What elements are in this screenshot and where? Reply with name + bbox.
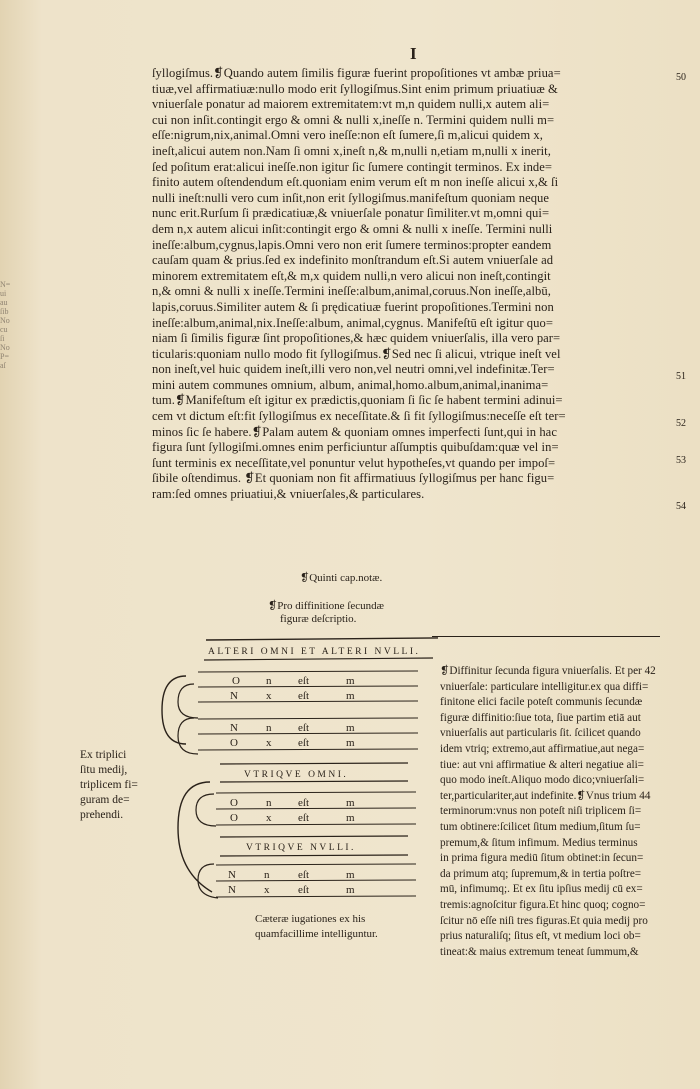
margin-note-line: triplicem fi= — [80, 779, 138, 791]
footnote-line: quamfacillime intelliguntur. — [255, 928, 378, 940]
text-line: dem n,x autem alicui inſit:contingit ergo & omni & nulli x ineſſe. Termini nulli — [152, 221, 553, 236]
margin-note — [80, 748, 150, 823]
text-line: eſſe:nigrum,nix,animal.Omni vero ineſſe:non eſt ſumere,ſi m,alicui quidem x, — [152, 128, 543, 143]
text-line: tum.❡Manifeſtum eſt igitur ex prædictis,quoniam ſi ſic ſe habent termini adinui= — [152, 393, 563, 408]
text-line: cauſam quam & prius.ſed ex indefinito monſtrandum eſt.Si autem vniuerſale ad — [152, 253, 554, 268]
bleed-fragment: ui — [0, 289, 7, 298]
commentary-line: finitone elici facile poteſt communis ſecundæ — [440, 696, 643, 709]
text-line: ſyllogiſmus.❡Quando autem ſimilis figuræ fuerint propoſitiones vt ambæ priua= — [152, 66, 561, 80]
row-copula: eſt — [298, 884, 309, 896]
row-copula: eſt — [298, 675, 309, 687]
bleed-fragment: N= — [0, 280, 11, 289]
commentary-line: vniuerſalis aut particularis ſit. ſcilicet quando — [440, 727, 641, 740]
diagram-header: VTRIQVE OMNI. — [244, 770, 349, 780]
row-middle: m — [346, 869, 355, 881]
text-line: tiuæ,vel affirmatiuæ:nullo modo erit ſyllogiſmus.Sint enim primum priuatiuæ & — [152, 81, 558, 96]
row-middle: m — [346, 737, 355, 749]
text-line: niam ſi ſimilis figuræ ſint propoſitiones,& hæc quidem vniuerſalis, illa vero par= — [152, 331, 561, 346]
row-term: x — [264, 884, 270, 896]
text-line: mini autem communes omnium, album, animal,homo.album,animal,inanima= — [152, 377, 549, 392]
row-term: n — [266, 722, 272, 734]
commentary-line: ❡Diffinitur ſecunda figura vniuerſalis. Et per 42 — [440, 665, 656, 677]
margin-note-line: Ex triplici — [80, 749, 127, 761]
text-line: non ineſt,vel huic quidem ineſt,illi vero non,vel neutri omni,vel indefinitæ.Ter= — [152, 362, 555, 377]
diagram-header: ALTERI OMNI ET ALTERI NVLLI. — [208, 647, 421, 657]
text-line: lapis,coruus.Similiter autem & ſi prędicatiuæ fuerint propoſitiones.Termini non — [152, 299, 554, 314]
commentary-line: quo modo ineſt.Aliquo modo dico;vniuerſali= — [440, 774, 645, 787]
commentary-column — [440, 664, 680, 960]
bleed-fragment: No — [0, 343, 10, 352]
bleed-fragment: P= — [0, 352, 9, 361]
row-copula: eſt — [298, 690, 309, 702]
definition-heading-line: ❡Pro diffinitione ſecundæ — [268, 600, 384, 612]
text-line: vniuerſale ponatur ad maiorem extremitatem:vt m,n quidem nulli,x autem ali= — [152, 97, 550, 112]
bleed-fragment: aſ — [0, 361, 6, 370]
chapter-notes-heading: ❡Quinti cap.notæ. — [300, 572, 383, 584]
row-quantifier: O — [230, 812, 238, 824]
row-quantifier: O — [230, 797, 238, 809]
definition-heading — [268, 600, 384, 626]
text-line: n,& omni & nulli x ineſſe.Termini ineſſe:album,animal,coruus.Non ineſſe,albū, — [152, 284, 551, 299]
row-term: x — [266, 812, 272, 824]
text-line: finito autem oſtendendum eſt.quoniam enim verum eſt m non ineſſe alicui x,& ſi — [152, 175, 559, 190]
margin-note-line: prehendi. — [80, 809, 124, 821]
section-number: 53 — [676, 455, 686, 466]
bleed-fragment: No — [0, 316, 10, 325]
folio-number: I — [410, 44, 417, 63]
section-number: 52 — [676, 418, 686, 429]
main-text-block — [152, 66, 672, 503]
commentary-line: vniuerſale: particulare intelligitur.ex qua diffi= — [440, 680, 649, 693]
section-number: 51 — [676, 371, 686, 382]
text-line: ram:ſed omnes priuatiui,& vniuerſales,& particulares. — [152, 487, 425, 502]
bleed-fragment: cu — [0, 325, 8, 334]
section-number: 50 — [676, 72, 686, 83]
facing-page-bleed — [0, 280, 40, 370]
text-line: ſed poſitum erat:alicui ineſſe.non igitur ſic ſumere contingit terminos. Ex inde= — [152, 159, 553, 174]
row-term: x — [266, 737, 272, 749]
text-line: cem vt dictum eſt:fit ſyllogiſmus ex neceſſitate.& ſi fit ſyllogiſmus:neceſſe eſt ter= — [152, 409, 566, 424]
text-line: ſunt terminis ex neceſſitate,vel ponuntur velut hypotheſes,vt quando per impoſ= — [152, 455, 556, 470]
row-copula: eſt — [298, 797, 309, 809]
row-copula: eſt — [298, 812, 309, 824]
row-middle: m — [346, 812, 355, 824]
row-copula: eſt — [298, 722, 309, 734]
row-copula: eſt — [298, 737, 309, 749]
text-line: ſibile oſtendimus. ❡Et quoniam non fit affirmatiuus ſyllogiſmus per hanc figu= — [152, 471, 555, 486]
row-copula: eſt — [298, 869, 309, 881]
text-line: nunc erit.Rurſum ſi prædicatiuæ,& vniuerſale ponatur ſimiliter.vt m,omni qui= — [152, 206, 550, 221]
bleed-fragment: ſi — [0, 334, 5, 343]
commentary-line: terminorum:vnus non poteſt niſi triplicem ſi= — [440, 805, 642, 818]
text-line: minos ſic ſe habere.❡Palam autem & quoniam omnes imperfecti ſunt,qui in hac — [152, 424, 557, 439]
bleed-fragment: ſib — [0, 307, 9, 316]
margin-note-line: ſitu medij, — [80, 764, 128, 776]
row-middle: m — [346, 797, 355, 809]
text-line: cui non inſit.contingit ergo & omni & nulli x,ineſſe n. Termini quidem nulli m= — [152, 112, 555, 127]
text-line: ineſt,alicui autem non.Nam ſi omni x,ineſt n,& m,nulli n,etiam m,nulli x inerit, — [152, 143, 551, 158]
commentary-line: figuræ diffinitio:ſiue tota, ſiue partim etiā aut — [440, 711, 641, 724]
section-number: 54 — [676, 501, 686, 512]
commentary-line: tum obtinere:ſcilicet ſitum medium,ſitum ſu= — [440, 820, 641, 833]
row-quantifier: N — [228, 869, 236, 881]
commentary-line: tremis:agnoſcitur figura.Et hinc quoq; cogno= — [440, 898, 646, 911]
text-line: ticularis:quoniam nullo modo fit ſyllogiſmus.❡Sed nec ſi alicui, vtrique ineſt vel — [152, 346, 561, 361]
row-term: n — [266, 675, 272, 687]
commentary-line: tineat:& maius extremum teneat ſummum,& — [440, 945, 639, 958]
diagram-header: VTRIQVE NVLLI. — [246, 843, 356, 853]
row-term: n — [264, 869, 270, 881]
text-line: nulli ineſt:nulli vero cum inſit,non erit ſyllogiſmus.manifeſtum quoniam neque — [152, 190, 550, 205]
text-line: minorem extremitatem eſt,& m,x quidem nulli,n vero alicui non ineſt,contingit — [152, 268, 551, 283]
row-middle: m — [346, 884, 355, 896]
footnote-line: Cæteræ iugationes ex his — [255, 913, 366, 925]
text-line: ineſſe:album,animal,nix.Ineſſe:album, animal,cygnus. Manifeſtū eſt igitur quo= — [152, 315, 553, 330]
row-middle: m — [346, 675, 355, 687]
row-quantifier: N — [228, 884, 236, 896]
commentary-line: idem vtriq; extremo,aut affirmatiue,aut nega= — [440, 742, 645, 755]
text-line: ineſſe:album,cygnus,lapis.Omni vero non erit ſumere terminos:propter eandem — [152, 237, 552, 252]
commentary-line: ſcitur nō eſſe niſi tres figuras.Et quia medij pro — [440, 914, 648, 927]
row-term: n — [266, 797, 272, 809]
row-middle: m — [346, 722, 355, 734]
row-middle: m — [346, 690, 355, 702]
row-quantifier: O — [232, 675, 240, 687]
bleed-fragment: au — [0, 298, 8, 307]
row-quantifier: O — [230, 737, 238, 749]
commentary-line: mū, infimumq;. Et ex ſitu ipſius medij cū ex= — [440, 883, 643, 896]
commentary-line: ter,particulariter,aut indefinite.❡Vnus trium 44 — [440, 789, 651, 802]
diagram-svg — [158, 632, 438, 912]
text-line: figura ſunt ſyllogiſmi.omnes enim perficiuntur aſſumptis quibuſdam:quæ vel in= — [152, 440, 559, 455]
diagram-footnote — [255, 912, 378, 942]
definition-heading-line: figuræ deſcriptio. — [280, 613, 357, 625]
commentary-line: prius naturaliſq; ſitus eſt, vt medium loci ob= — [440, 930, 641, 943]
row-quantifier: N — [230, 690, 238, 702]
margin-note-line: guram de= — [80, 794, 130, 806]
commentary-line: in prima figura mediū ſitum obtinet:in ſecun= — [440, 852, 644, 865]
header-rule-extension — [432, 636, 660, 637]
row-term: x — [266, 690, 272, 702]
commentary-line: da primum atq; ſupremum,& in tertia poſtre= — [440, 867, 642, 880]
commentary-line: premum,& ſitum infimum. Medius terminus — [440, 836, 638, 849]
commentary-line: tiue: aut vni affirmatiue & alteri negatiue ali= — [440, 758, 644, 771]
row-quantifier: N — [230, 722, 238, 734]
